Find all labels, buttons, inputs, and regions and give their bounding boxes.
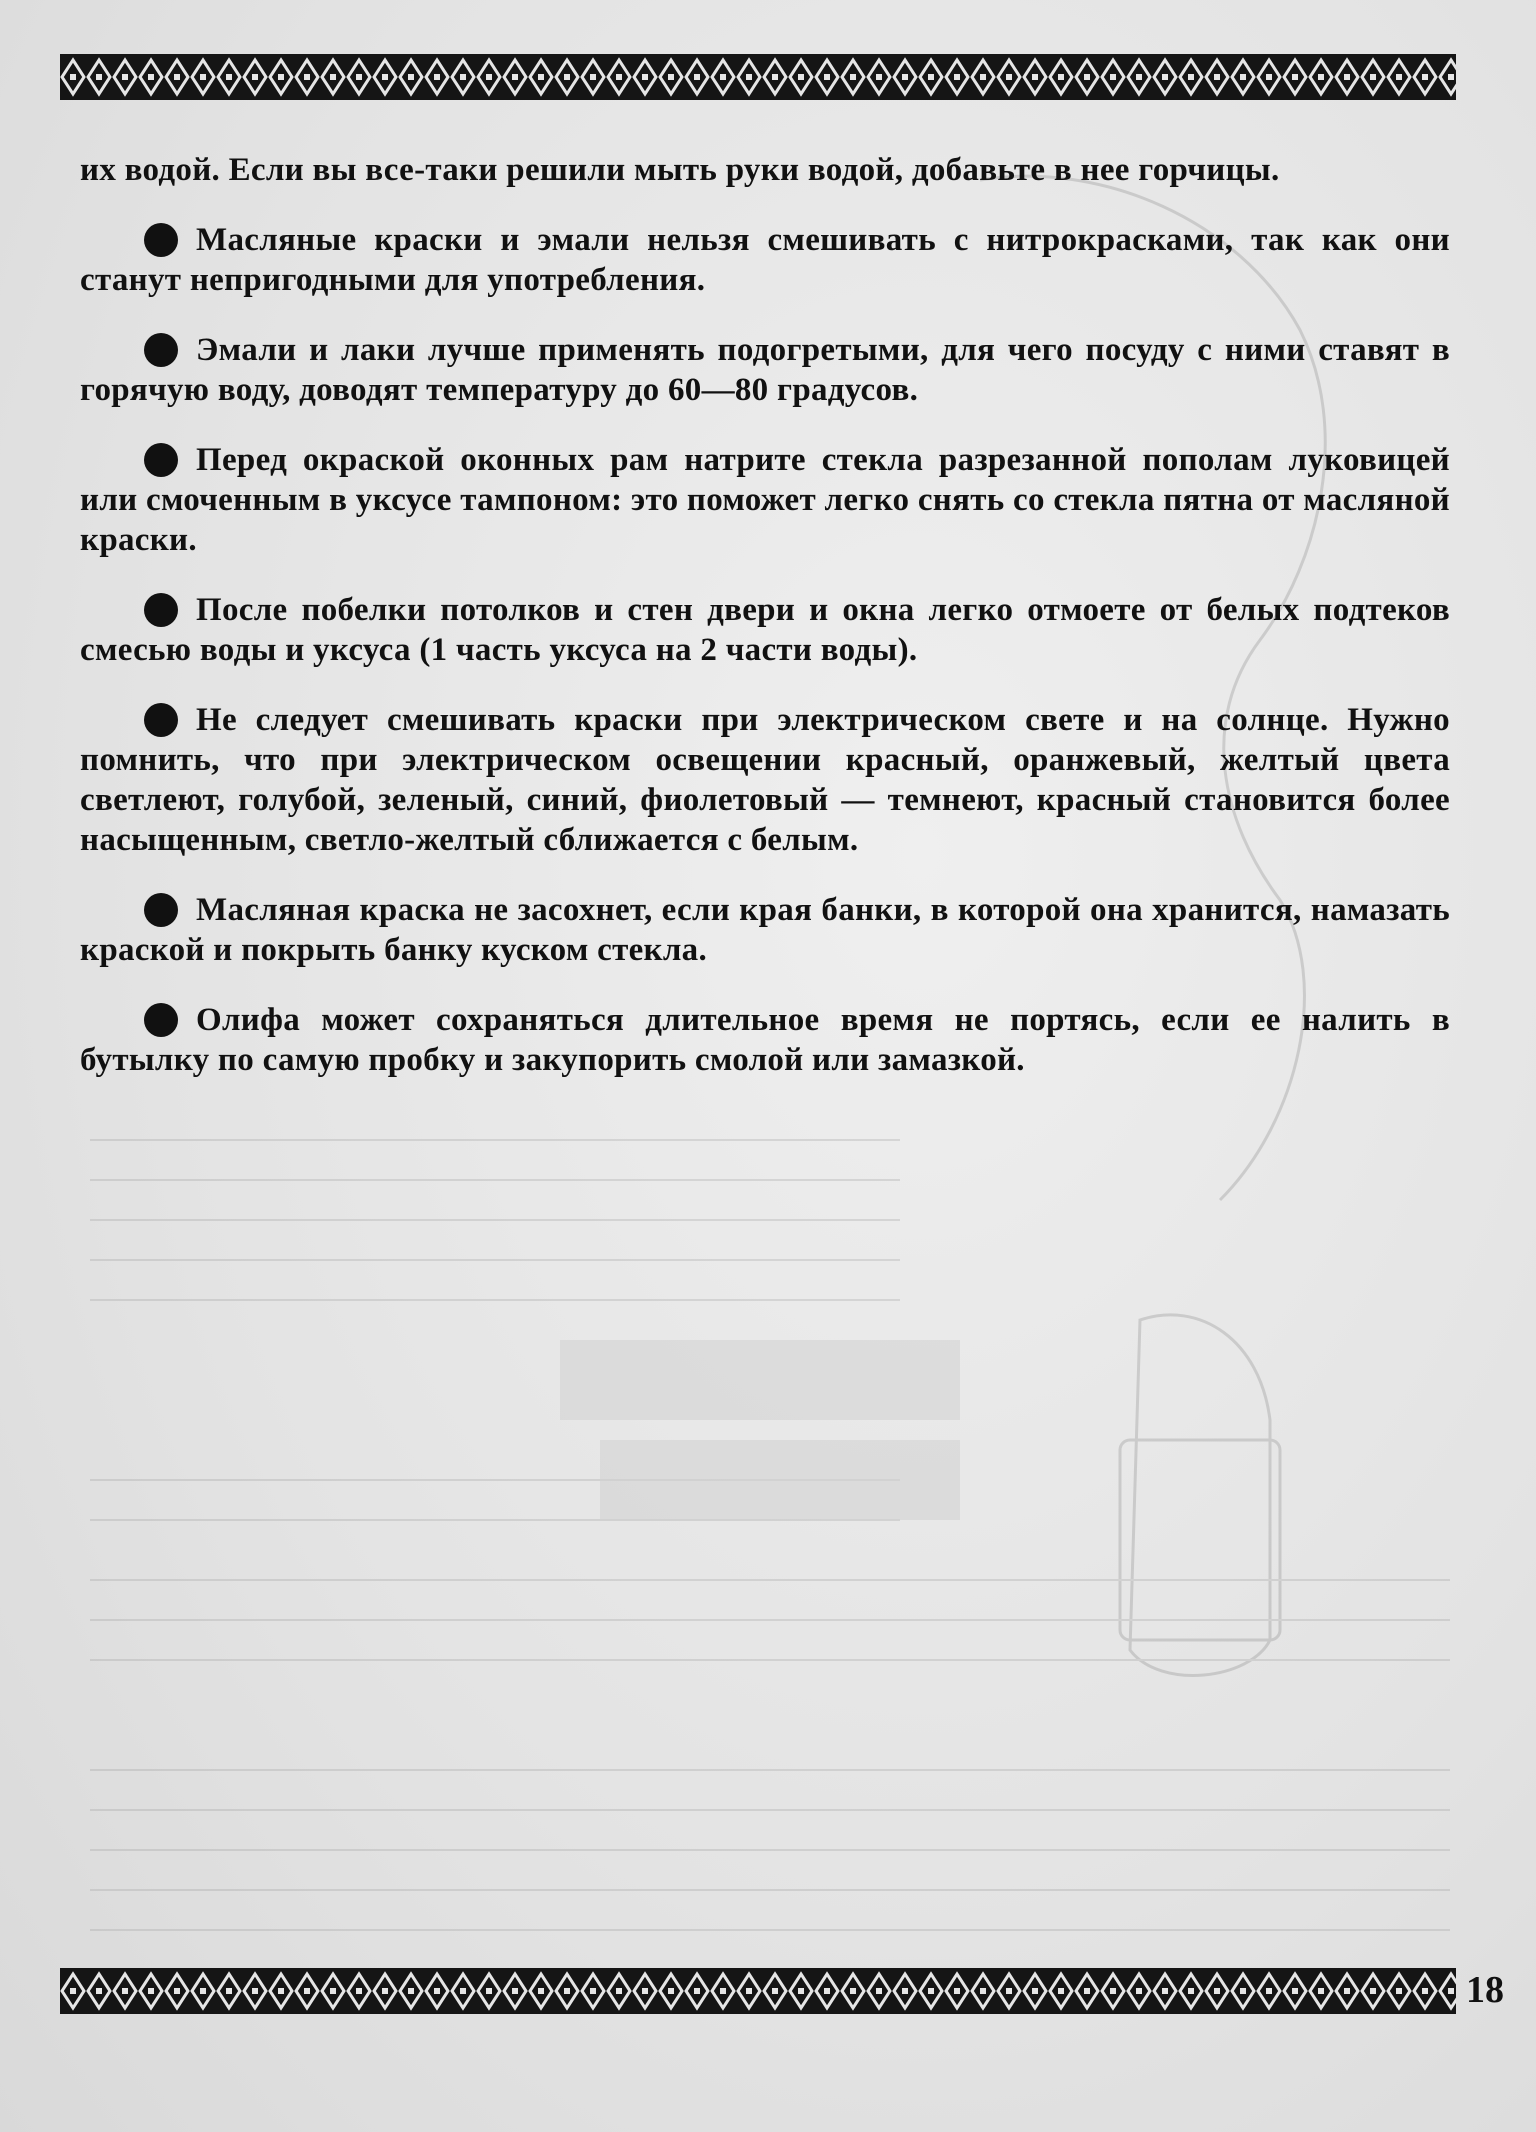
bullet-dot-icon	[144, 703, 178, 737]
bullet-paragraph	[80, 1000, 1450, 1080]
bullet-paragraph	[80, 220, 1450, 300]
paragraph-text: Не следует смешивать краски при электрическом свете и на солнце. Нужно помнить, что при электрическом освещении красный, оранжевый, желтый цвета светлеют, голубой, зеленый, синий, фиолетовый — темнеют, красный становится более насыщенным, светло-желтый сближается с белым.	[80, 702, 1450, 858]
bottom-ornament-border	[60, 1962, 1456, 2020]
bullet-dot-icon	[144, 1003, 178, 1037]
paragraph-text: Перед окраской оконных рам натрите стекла разрезанной пополам луковицей или смоченным в уксусе тампоном: это поможет легко снять со стекла пятна от масляной краски.	[80, 442, 1450, 558]
page-number: 18	[1466, 1969, 1504, 2011]
paragraph-text: Масляная краска не засохнет, если края банки, в которой она хранится, намазать краской и покрыть банку куском стекла.	[80, 892, 1450, 968]
bullet-dot-icon	[144, 893, 178, 927]
bullet-paragraph	[80, 330, 1450, 410]
paragraph-text: Олифа может сохраняться длительное время не портясь, если ее налить в бутылку по самую пробку и закупорить смолой или замазкой.	[80, 1002, 1450, 1078]
bullet-dot-icon	[144, 223, 178, 257]
top-ornament-border	[60, 48, 1456, 106]
paragraph-text: их водой. Если вы все-таки решили мыть руки водой, добавьте в нее горчицы.	[80, 152, 1280, 188]
bullet-paragraph	[80, 440, 1450, 560]
paragraph-text: Эмали и лаки лучше применять подогретыми, для чего посуду с ними ставят в горячую воду, доводят температуру до 60—80 градусов.	[80, 332, 1450, 408]
bullet-paragraph	[80, 590, 1450, 670]
bullet-dot-icon	[144, 593, 178, 627]
paragraph	[80, 150, 1450, 190]
bullet-paragraph	[80, 700, 1450, 860]
bullet-dot-icon	[144, 333, 178, 367]
paragraph-text: После побелки потолков и стен двери и окна легко отмоете от белых подтеков смесью воды и уксуса (1 часть уксуса на 2 части воды).	[80, 592, 1450, 668]
paragraph-text: Масляные краски и эмали нельзя смешивать с нитрокрасками, так как они станут непригодными для употребления.	[80, 222, 1450, 298]
bullet-dot-icon	[144, 443, 178, 477]
bullet-paragraph	[80, 890, 1450, 970]
article-body	[80, 150, 1450, 1110]
